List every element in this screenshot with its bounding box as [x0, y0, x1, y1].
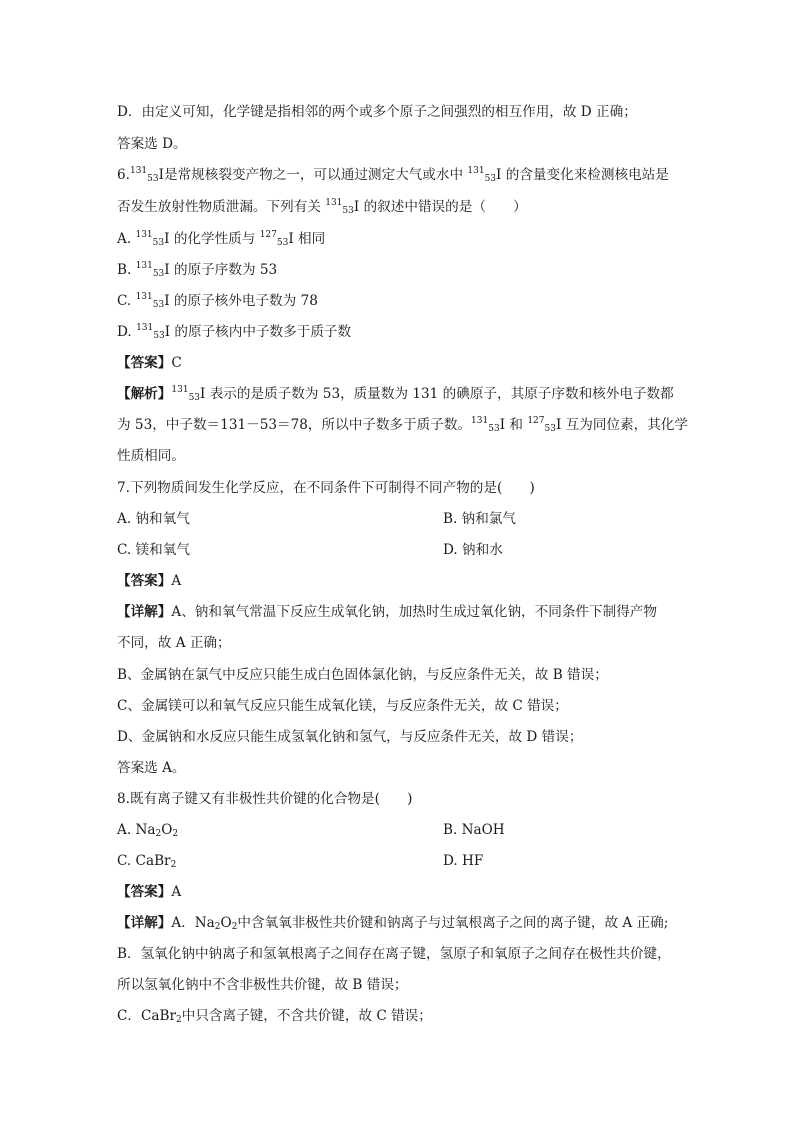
text-segment: 的含量变化来检测核电站是 [505, 167, 669, 183]
element-symbol: I [288, 231, 294, 247]
answer-value: A [171, 573, 182, 589]
question-6-explanation-line-1 [117, 384, 674, 404]
element-symbol: I [158, 167, 164, 183]
atomic-number: 53 [188, 393, 201, 403]
element-symbol: I [353, 199, 360, 215]
question-8-detail-line-1 [117, 913, 668, 933]
mass-number: 131 [135, 292, 153, 302]
atomic-number: 53 [152, 300, 165, 310]
element-symbol: I [164, 324, 171, 340]
detail-label: 【详解】 [117, 915, 172, 931]
question-7-option-a: A. 钠和氧气 [117, 511, 190, 527]
atomic-number: 53 [342, 206, 354, 216]
element-symbol: I [555, 417, 562, 433]
mass-number: 131 [136, 323, 154, 333]
question-7-detail-line-4: C、金属镁可以和氧气反应只能生成氧化镁，与反应条件无关，故 C 错误； [117, 698, 568, 714]
text-segment: A、钠和氧气常温下反应生成氧化钠，加热时生成过氧化钠，不同条件下制得产物 [171, 604, 657, 620]
question-7-option-c: C. 镁和氧气 [117, 542, 190, 558]
option-label: B. [117, 262, 136, 278]
question-7-answer [117, 571, 181, 591]
question-6-stem-line-2 [117, 197, 527, 217]
option-label: D. [117, 324, 137, 340]
mass-number: 131 [135, 230, 153, 240]
answer-label: 【答案】 [117, 884, 172, 900]
question-6-explanation-line-3: 性质相同。 [117, 448, 185, 464]
question-6-stem-line-1 [117, 165, 669, 185]
atomic-number: 53 [153, 331, 165, 341]
question-8-option-a [117, 820, 178, 840]
question-6-answer [117, 353, 182, 373]
atomic-number: 53 [152, 269, 165, 279]
text-segment: 否发生放射性物质泄漏。下列有关 [117, 199, 321, 215]
question-7-detail-line-3: B、金属钠在氯气中反应只能生成白色固体氯化钠，与反应条件无关，故 B 错误； [117, 667, 608, 683]
answer-label: 【答案】 [117, 355, 172, 371]
question-8-detail-line-3: 所以氢氧化钠中不含非极性共价键，故 B 错误； [117, 977, 408, 993]
text-segment: 中只含离子键，不含共价键，故 C 错误； [181, 1008, 432, 1024]
mass-number: 127 [527, 416, 545, 426]
text-segment: A. Na [117, 822, 156, 838]
question-6-option-c [117, 291, 318, 311]
question-7-stem: 7.下列物质间发生化学反应，在不同条件下可制得不同产物的是( ) [117, 480, 535, 496]
question-8-stem: 8.既有离子键又有非极性共价键的化合物是( ) [117, 791, 413, 807]
question-8-detail-line-2: B．氢氧化钠中钠离子和氢氧根离子之间存在离子键，氢原子和氧原子之间存在极性共价键， [117, 946, 671, 962]
text-segment: 的原子核外电子数为 78 [173, 293, 318, 309]
atomic-number: 53 [147, 174, 159, 184]
question-8-answer [117, 882, 181, 902]
answer-value: C [171, 355, 182, 371]
element-symbol: I [164, 262, 170, 278]
subscript: 2 [172, 829, 179, 839]
mass-number: 127 [259, 230, 277, 240]
atomic-number: 53 [276, 238, 289, 248]
atomic-number: 53 [484, 174, 497, 184]
question-8-detail-line-4 [117, 1006, 432, 1026]
element-symbol: I [499, 417, 506, 433]
answer-label: 【答案】 [117, 573, 172, 589]
element-symbol: I [164, 293, 170, 309]
atomic-number: 53 [488, 424, 500, 434]
atomic-number: 53 [544, 424, 556, 434]
element-symbol: I [200, 386, 206, 402]
question-7-option-b: B. 钠和氯气 [443, 511, 517, 527]
element-symbol: I [496, 167, 502, 183]
text-segment: 的原子序数为 53 [173, 262, 278, 278]
mass-number: 131 [129, 166, 148, 176]
element-symbol: I [164, 231, 170, 247]
subscript: 2 [155, 829, 162, 839]
atomic-number: 53 [152, 238, 165, 248]
text-segment: 互为同位素，其化学 [565, 417, 688, 433]
explanation-label: 【解析】 [117, 386, 172, 402]
question-8-option-c [117, 851, 176, 871]
mass-number: 131 [467, 166, 485, 176]
mass-number: 131 [471, 416, 489, 426]
text-segment: C．CaBr [117, 1008, 176, 1024]
question-6-option-d [117, 322, 351, 342]
text-segment: 的叙述中错误的是（ ） [363, 199, 527, 215]
text-segment: 表示的是质子数为 53，质量数为 131 的碘原子，其原子序数和核外电子数都 [209, 386, 674, 402]
subscript: 2 [231, 922, 238, 932]
text-segment: 和 [509, 417, 523, 433]
text-segment: C. CaBr [117, 853, 171, 869]
option-label: A. [117, 231, 136, 247]
subscript: 2 [214, 922, 221, 932]
question-6-option-a [117, 229, 325, 249]
question-7-option-d: D. 钠和水 [443, 542, 503, 558]
text-segment: 为 53，中子数＝131－53＝78，所以中子数多于质子数。 [117, 417, 472, 433]
question-7-detail-line-6: 答案选 A。 [117, 760, 186, 776]
mass-number: 131 [171, 385, 189, 395]
question-number: 6. [117, 167, 130, 183]
detail-label: 【详解】 [117, 604, 172, 620]
text-segment: 的原子核内中子数多于质子数 [174, 324, 352, 340]
text-segment: A．Na [171, 915, 215, 931]
text-segment: 是常规核裂变产物之一，可以通过测定大气或水中 [164, 167, 464, 183]
mass-number: 131 [135, 261, 153, 271]
answer-value: A [171, 884, 182, 900]
subscript: 2 [170, 860, 177, 870]
question-8-option-d: D. HF [443, 853, 484, 869]
question-8-option-b: B. NaOH [443, 822, 505, 838]
mass-number: 131 [325, 198, 343, 208]
question-7-detail-line-1 [117, 602, 657, 622]
text-line: D．由定义可知，化学键是指相邻的两个或多个原子之间强烈的相互作用，故 D 正确； [117, 104, 637, 120]
text-segment: O [161, 822, 173, 838]
question-6-explanation-line-2 [117, 415, 688, 435]
text-segment: O [220, 915, 232, 931]
text-segment: 中含氧氧非极性共价键和钠离子与过氧根离子之间的离子键，故 A 正确; [237, 915, 669, 931]
text-line: 答案选 D。 [117, 136, 187, 152]
question-7-detail-line-2: 不同，故 A 正确； [117, 635, 231, 651]
subscript: 2 [176, 1015, 182, 1025]
question-7-detail-line-5: D、金属钠和水反应只能生成氢氧化钠和氢气，与反应条件无关，故 D 错误； [117, 729, 583, 745]
text-segment: 的化学性质与 [173, 231, 256, 247]
question-6-option-b [117, 260, 277, 280]
text-segment: 相同 [298, 231, 326, 247]
option-label: C. [117, 293, 136, 309]
